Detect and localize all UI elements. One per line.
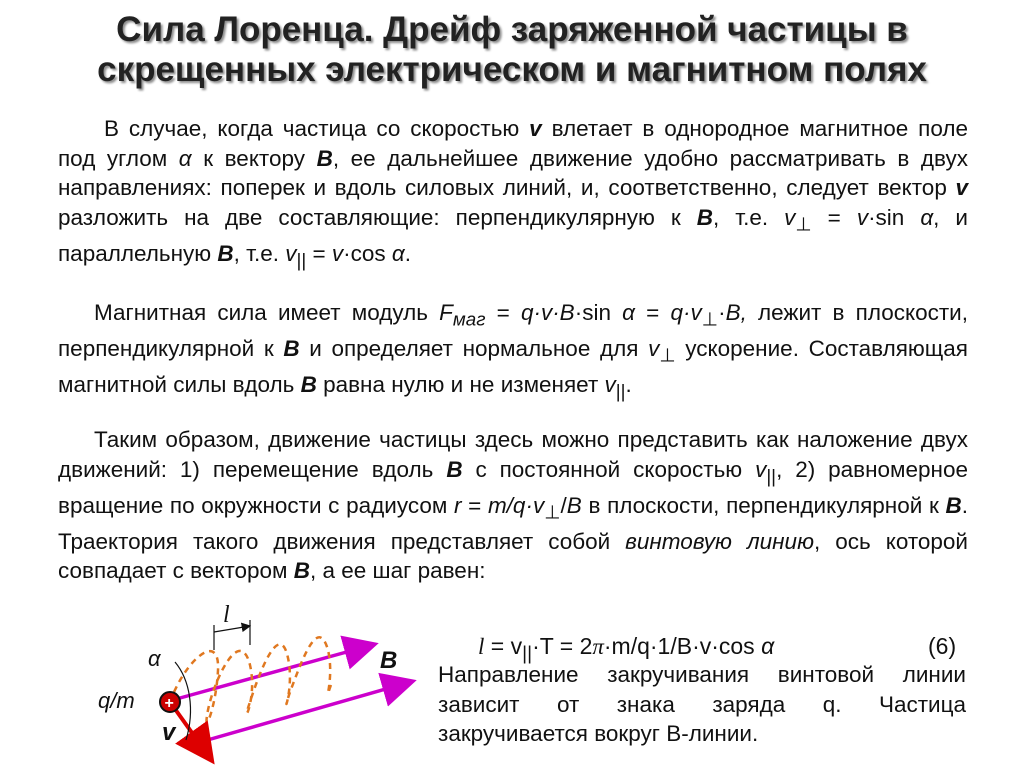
charge-sign: +	[164, 695, 174, 712]
paragraph-1: В случае, когда частица со скоростью v влетает в однородное магнитное поле под углом α к вектору B, ее дальнейшее движение удобно рассматривать в двух направлениях: поперек и вдоль силовых линий, и, соответственно, следует вектор v разложить на две составляющие: перпендикулярную к B, т.е. $v_\perp = v\cdot\sin$ α, и параллельную B, т.е. $v_{||} = v\cdot\cos$ α.	[58, 116, 968, 270]
velocity-label: v	[162, 719, 176, 746]
field-label: B	[380, 647, 398, 674]
title-line-2: скрещенных электрическом и магнитном полях	[97, 50, 927, 89]
qm-label: q/m	[98, 688, 135, 713]
paragraph-2: Магнитная сила имеет модуль $F_{маг} = q\cdot v\cdot B\cdot\sin$ $\alpha = q\cdot v_\perp\cdot B$, лежит в плоскости, перпендикулярной к B и определяет нормальное для $v_\perp$ ускорение. Составляющая магнитной силы вдоль B равна нулю и не изменяет $v_{||}$.	[58, 300, 968, 402]
field-line-lower	[190, 682, 410, 745]
paragraph-3: Таким образом, движение частицы здесь можно представить как наложение двух движений: 1) перемещение вдоль B с постоянной скоростью $v_{||}$, 2) равномерное вращение по окружности с радиусом $r = m/q\cdot v_\perp/B$ в плоскости, перпендикулярной к B. Траектория такого движения представляет собой винтовую линию, ось которой совпадает с вектором B, а ее шаг равен:	[58, 427, 968, 583]
slide-title	[0, 10, 1024, 90]
equation-number: (6)	[928, 633, 957, 659]
helix-trajectory	[170, 637, 332, 722]
alpha-label: α	[148, 646, 161, 671]
helix-diagram	[90, 590, 430, 767]
pitch-marker	[214, 620, 250, 650]
note-paragraph: Направление закручивания винтовой линии зависит от знака заряда q. Частица закручивается вокруг B-линии.	[438, 662, 966, 746]
pitch-formula: $l = v_{||}\cdot T = 2\pi\cdot m/q\cdot 1/B\cdot v\cdot\cos$ α	[478, 633, 775, 665]
pitch-label: l	[223, 602, 230, 628]
title-line-1: Сила Лоренца. Дрейф заряженной частицы в	[116, 10, 908, 49]
field-line-upper	[180, 645, 372, 698]
